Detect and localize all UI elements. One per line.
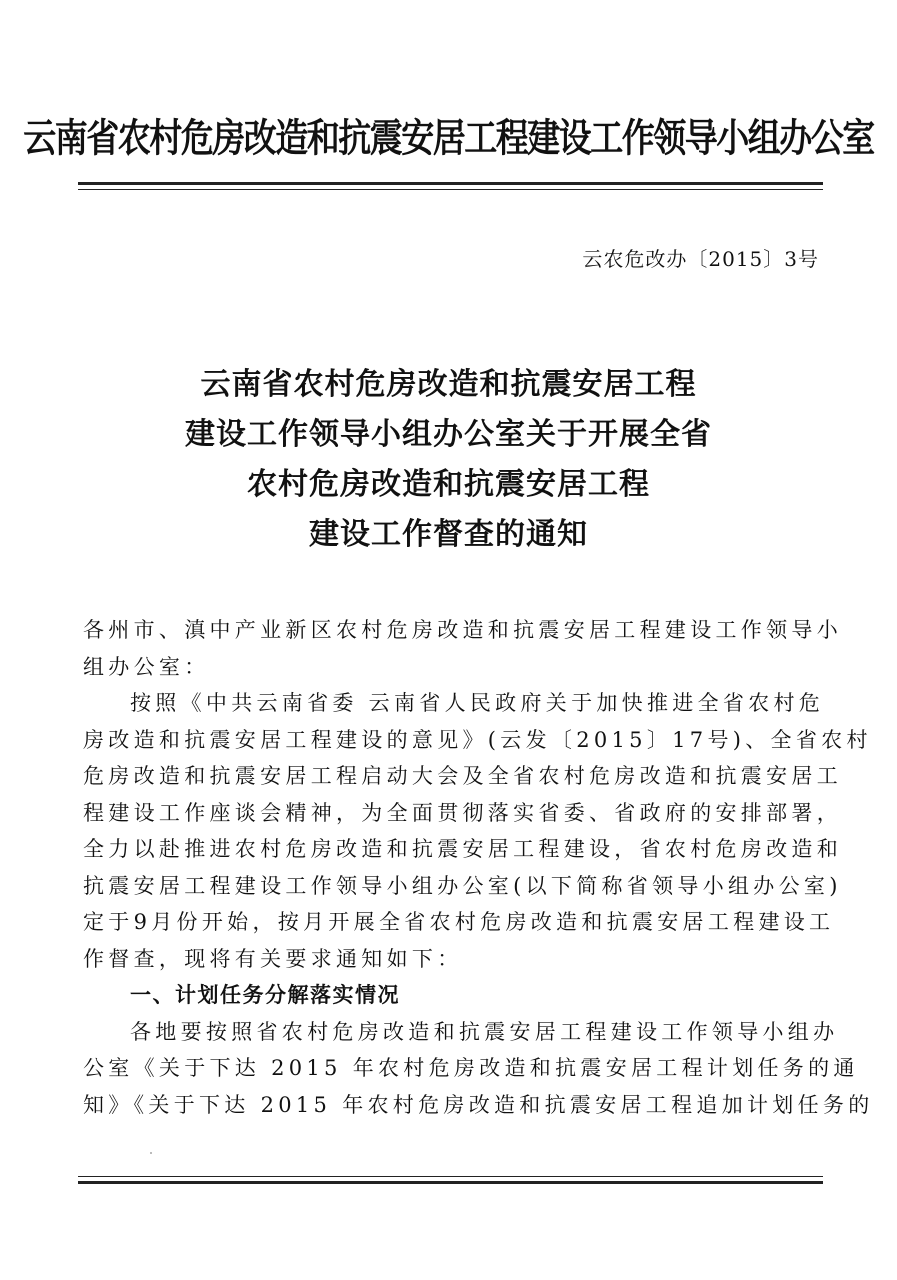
paragraph-line: 作督查，现将有关要求通知如下： — [83, 946, 463, 971]
header-rule-thin — [78, 189, 823, 190]
document-number: 云农危改办〔2015〕3号 — [582, 247, 819, 271]
notice-title-line: 建设工作督查的通知 — [309, 517, 588, 552]
paragraph-line: 危房改造和抗震安居工程启动大会及全省农村危房改造和抗震安居工 — [83, 764, 842, 788]
section-heading: 一、计划任务分解落实情况 — [130, 983, 400, 1007]
addressee-line: 各州市、滇中产业新区农村危房改造和抗震安居工程建设工作领导小 — [83, 618, 842, 642]
footer-rule-thin — [78, 1176, 823, 1177]
paragraph-line: 知》《关于下达 2015 年农村危房改造和抗震安居工程追加计划任务的 — [83, 1092, 874, 1117]
paragraph-line: 全力以赴推进农村危房改造和抗震安居工程建设，省农村危房改造和 — [83, 837, 842, 861]
header-rule-thick — [78, 182, 823, 185]
paragraph-line: 公室《关于下达 2015 年农村危房改造和抗震安居工程计划任务的通 — [83, 1056, 859, 1080]
notice-title-line: 云南省农村危房改造和抗震安居工程 — [200, 367, 697, 402]
notice-title-line: 农村危房改造和抗震安居工程 — [247, 467, 650, 502]
notice-title-line: 建设工作领导小组办公室关于开展全省 — [185, 417, 712, 452]
notice-title — [0, 360, 897, 560]
paragraph-line: 程建设工作座谈会精神，为全面贯彻落实省委、省政府的安排部署， — [83, 800, 842, 825]
paragraph-line: 各地要按照省农村危房改造和抗震安居工程建设工作领导小组办 — [130, 1019, 839, 1044]
paragraph-line: 定于9月份开始，按月开展全省农村危房改造和抗震安居工程建设工 — [83, 910, 835, 934]
paragraph-line: 按照《中共云南省委 云南省人民政府关于加快推进全省农村危 — [130, 691, 825, 715]
scan-speck — [150, 1152, 152, 1154]
notice-body — [83, 612, 874, 1123]
issuing-office-header: 云南省农村危房改造和抗震安居工程建设工作领导小组办公室 — [23, 115, 874, 162]
paragraph-line: 房改造和抗震安居工程建设的意见》(云发〔2015〕17号)、全省农村 — [83, 727, 872, 752]
footer-rule-thick — [78, 1181, 823, 1184]
paragraph-line: 抗震安居工程建设工作领导小组办公室(以下简称省领导小组办公室) — [83, 873, 842, 898]
addressee-line: 组办公室： — [83, 654, 210, 679]
